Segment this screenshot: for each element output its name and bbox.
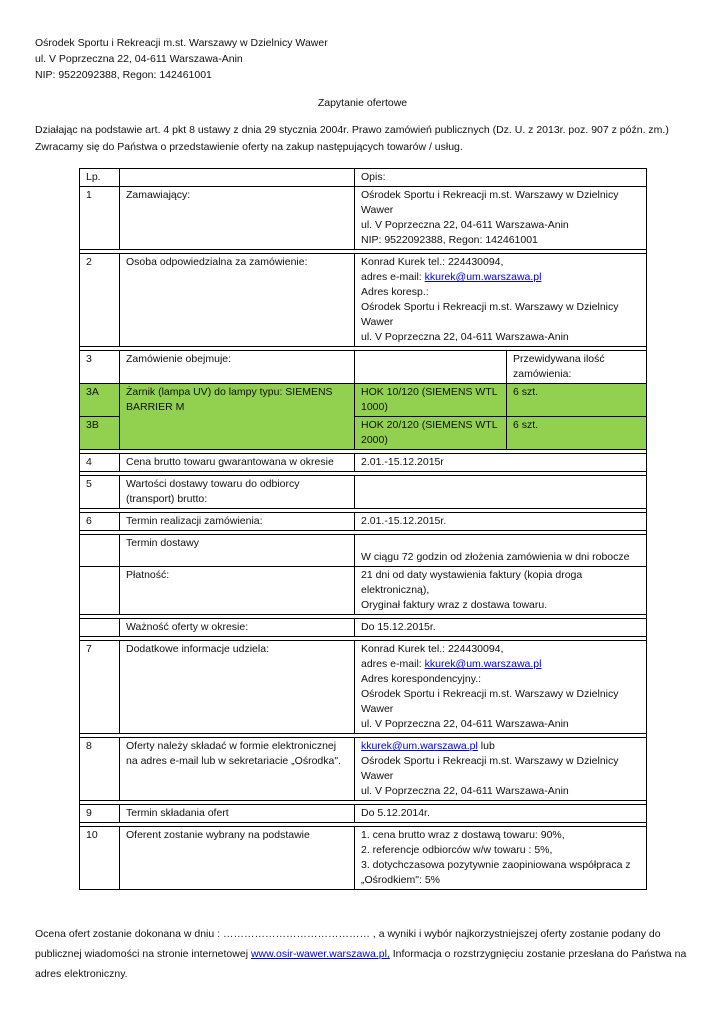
- document-title: Zapytanie ofertowe: [317, 97, 408, 109]
- contact-email-link[interactable]: kkurek@um.warszawa.pl: [424, 271, 542, 283]
- header-opis: Opis:: [355, 169, 647, 187]
- sender-nip-regon: NIP: 9522092388, Regon: 142461001: [35, 69, 212, 81]
- info-email-link[interactable]: kkurek@um.warszawa.pl: [424, 658, 542, 670]
- table-row-highlight: 3B HOK 20/120 (SIEMENS WTL 2000) 6 szt.: [80, 417, 647, 450]
- table-row: 6 Termin realizacji zamówienia: 2.01.-15.12.2015r.: [80, 513, 647, 531]
- sender-header: [35, 35, 328, 83]
- intro-paragraph: Działając na podstawie art. 4 pkt 8 ustawy z dnia 29 stycznia 2004r. Prawo zamówień publicznych (Dz. U. z 2013r. poz. 907 z późn. zm.) Zwracamy się do Państwa o przedstawienie oferty na zakup następujących towarów / usług.: [35, 124, 669, 153]
- table-row: 3 Zamówienie obejmuje: Przewidywana ilość zamówienia:: [80, 351, 647, 384]
- table-row: Termin dostawy W ciągu 72 godzin od złożenia zamówienia w dni robocze: [80, 535, 647, 567]
- footer-paragraph: Ocena ofert zostanie dokonana w dniu : …………………………………… , a wyniki i wybór najkorzystniejszej oferty zostanie podany do publicznej wiadomości na stronie internetowej www.osir-wawer.warszawa.pl, Informacja o rozstrzygnięciu zostanie przesłana do Państwa na adres elektroniczny.: [35, 928, 687, 980]
- table-row: Płatność: 21 dni od daty wystawienia faktury (kopia droga elektroniczną), Oryginał faktury wraz z dostawa towaru.: [80, 567, 647, 615]
- qty-header: Przewidywana ilość zamówienia:: [507, 351, 647, 384]
- table-row: 7 Dodatkowe informacje udziela: Konrad Kurek tel.: 224430094, adres e-mail: kkurek@um.warszawa.pl Adres korespondencyjny.: Ośrodek Sportu i Rekreacji m.st. Warszawy w Dzielnicy Wawer ul. V Poprzeczna 22, 04-611 Warszawa-Anin: [80, 641, 647, 734]
- header-lp: Lp.: [80, 169, 120, 187]
- table-row-highlight: 3A Żarnik (lampa UV) do lampy typu: SIEMENS BARRIER M HOK 10/120 (SIEMENS WTL 1000) 6 szt.: [80, 384, 647, 417]
- offer-table: [79, 168, 647, 890]
- submission-email-link[interactable]: kkurek@um.warszawa.pl: [361, 740, 478, 752]
- table-row: 2 Osoba odpowiedzialna za zamówienie: Konrad Kurek tel.: 224430094, adres e-mail: kkurek@um.warszawa.pl Adres koresp.: Ośrodek Sportu i Rekreacji m.st. Warszawy w Dzielnicy Wawer ul. V Poprzeczna 22, 04-611 Warszawa-Anin: [80, 254, 647, 347]
- sender-name: Ośrodek Sportu i Rekreacji m.st. Warszawy w Dzielnicy Wawer: [35, 37, 328, 49]
- table-row: 1 Zamawiający: Ośrodek Sportu i Rekreacji m.st. Warszawy w Dzielnicy Wawer ul. V Poprzeczna 22, 04-611 Warszawa-Anin NIP: 9522092388, Regon: 142461001: [80, 187, 647, 250]
- table-header-row: [80, 169, 647, 187]
- table-row: 8 Oferty należy składać w formie elektronicznej na adres e-mail lub w sekretariacie „Ośrodka". kkurek@um.warszawa.pl lub Ośrodek Sportu i Rekreacji m.st. Warszawy w Dzielnicy Wawer ul. V Poprzeczna 22, 04-611 Warszawa-Anin: [80, 738, 647, 801]
- table-row: 4 Cena brutto towaru gwarantowana w okresie 2.01.-15.12.2015r: [80, 454, 647, 472]
- product-name: Żarnik (lampa UV) do lampy typu: SIEMENS BARRIER M: [120, 384, 355, 450]
- table-row: 10 Oferent zostanie wybrany na podstawie 1. cena brutto wraz z dostawą towaru: 90%, 2. referencje odbiorców w/w towaru : 5%, 3. dotychczasowa pozytywnie zaopiniowana współpraca z „Ośrodkiem": 5%: [80, 827, 647, 890]
- table-row: 9 Termin składania ofert Do 5.12.2014r.: [80, 805, 647, 823]
- table-row: Ważność oferty w okresie: Do 15.12.2015r.: [80, 619, 647, 637]
- table-row: 5 Wartości dostawy towaru do odbiorcy (transport) brutto:: [80, 476, 647, 509]
- website-link[interactable]: www.osir-wawer.warszawa.pl,: [250, 948, 390, 960]
- sender-address: ul. V Poprzeczna 22, 04-611 Warszawa-Anin: [35, 53, 243, 65]
